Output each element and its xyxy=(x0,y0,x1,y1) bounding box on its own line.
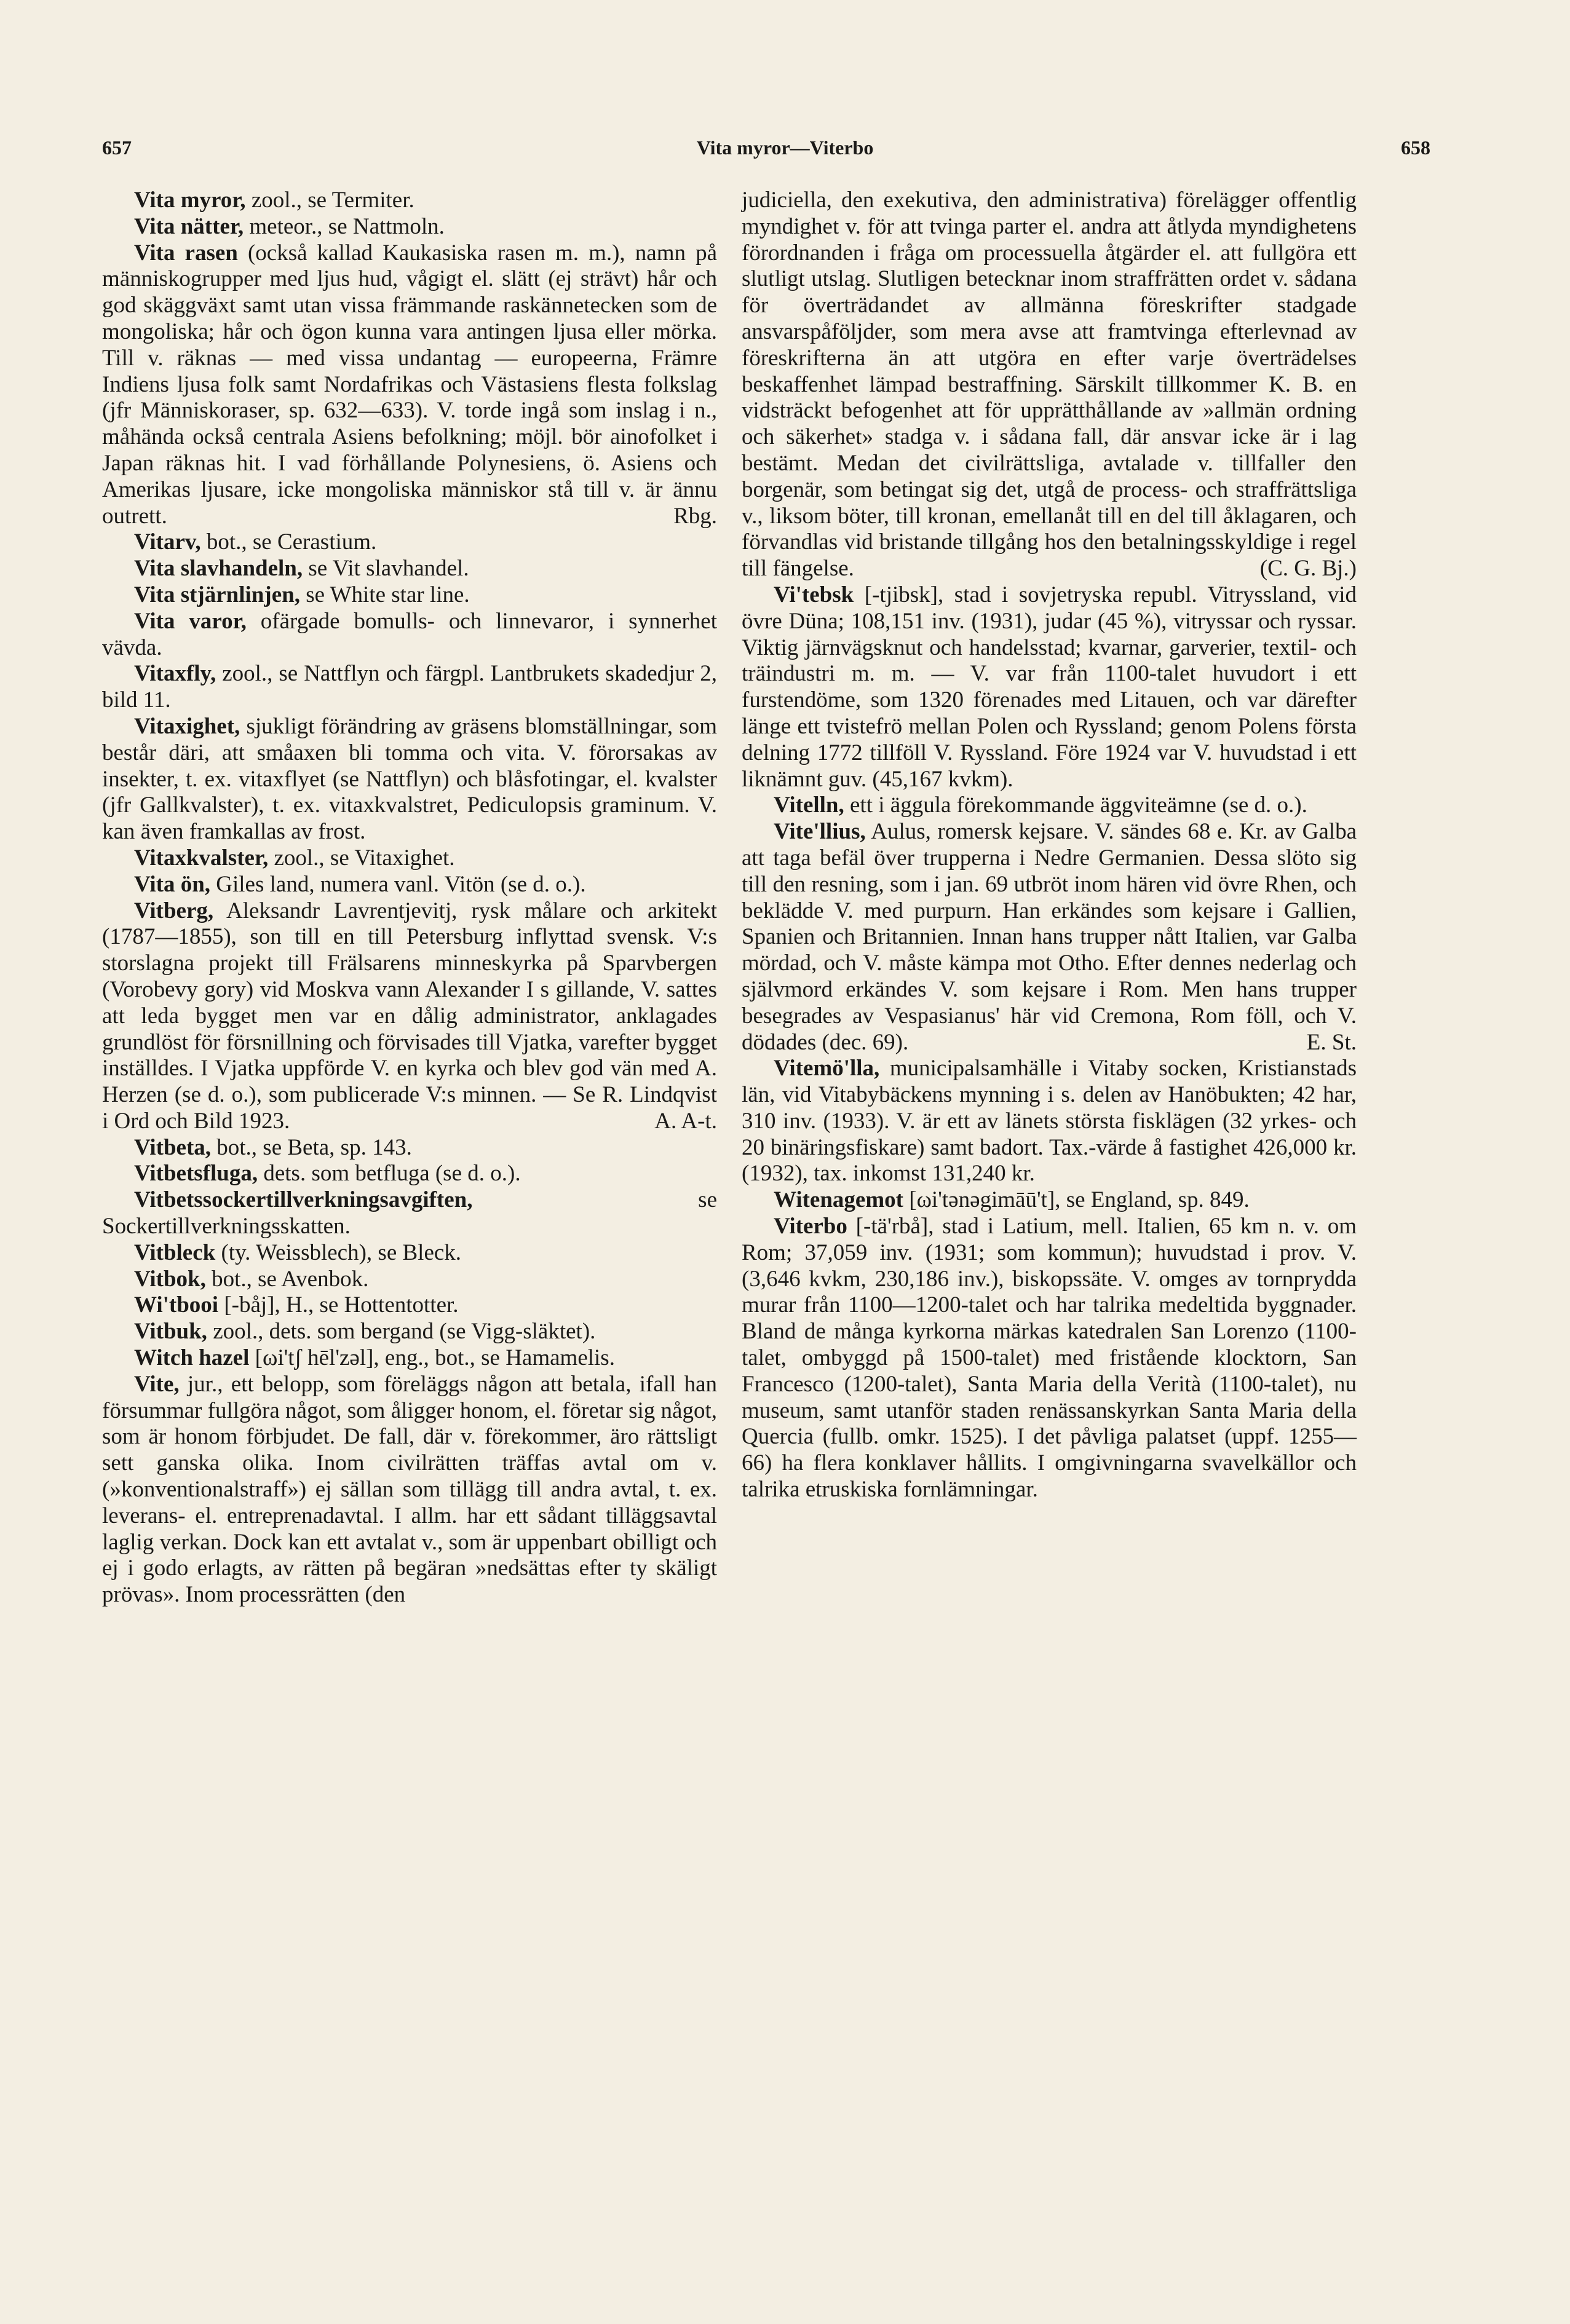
dictionary-entry xyxy=(102,1267,717,1293)
dictionary-entry xyxy=(102,1319,717,1345)
entry-text: [-tä'rbå], stad i Latium, mell. Italien, 65 km n. v. om Rom; 37,059 inv. (1931; som kommun); huvudstad i prov. V. (3,646 kvkm, 230,186 inv.), biskopssäte. V. omges av tornprydda murar från 1100—1200-talet och har talrika medeltida byggnader. Bland de många kyrkorna märkas katedralen San Lorenzo (1100-talet, ombyggd på 1500-talet) med fristående klocktorn, San Francesco (1200-talet), Santa Maria della Verità (1100-talet), nu museum, samt utanför staden renässanskyrkan Santa Maria della Quercia (fullb. omkr. 1525). I det påvliga palatset (uppf. 1255—66) ha flera konklaver hållits. I omgivningarna svavelkällor och talrika etruskiska fornlämningar. xyxy=(742,1214,1357,1503)
entry-text: municipalsamhälle i Vitaby socken, Kristianstads län, vid Vitabybäckens mynning i s. delen av Hanöbukten; 42 har, 310 inv. (1933). V. är ett av länets största fisklägen (32 yrkes- och 20 binäringsfiskare) samt badort. Tax.-värde å fastighet 426,000 kr. (1932), tax. inkomst 131,240 kr. xyxy=(742,1056,1357,1187)
entry-text: zool., dets. som bergand (se Vigg-släktet). xyxy=(207,1319,596,1345)
entry-text: sjukligt förändring av gräsens blomställningar, som består däri, att småaxen bli tomma och vita. V. förorsakas av insekter, t. ex. vitaxflyet (se Nattflyn) och blåsfotingar, el. kvalster (jfr Gallkvalster), t. ex. vitaxkvalstret, Pediculopsis graminum. V. kan även framkallas av frost. xyxy=(102,713,717,845)
entry-headword: Vitbok, xyxy=(134,1266,206,1292)
dictionary-entry xyxy=(102,1187,717,1240)
entry-text: [ωi'tʃ hēl'zəl], eng., bot., se Hamamelis. xyxy=(249,1345,615,1371)
dictionary-entry xyxy=(102,240,717,530)
entry-text: bot., se Cerastium. xyxy=(200,529,377,555)
entry-text: Aulus, romersk kejsare. V. sändes 68 e. Kr. av Galba att taga befäl över trupperna i Nedre Germanien. Dessa slöto sig till den resning, som i jan. 69 utbröt inom hären vid övre Rhen, och beklädde V. med purpurn. Han erkändes som kejsare i Gallien, Spanien och Britannien. Innan hans trupper nått Italien, var Galba mördad, och V. måste kämpa mot Otho. Efter dennes nederlag och självmord erkändes V. som kejsare i Rom. Men hans trupper besegrades av Vespasianus' här vid Cremona, Rom föll, och V. dödades (dec. 69). xyxy=(742,819,1357,1055)
dictionary-entry xyxy=(742,582,1357,792)
entry-headword: Vitelln, xyxy=(774,792,844,818)
entry-text: se White star line. xyxy=(299,582,470,607)
entry-text: jur., ett belopp, som föreläggs någon att betala, ifall han försummar fullgöra något, som åligger honom, el. företar sig något, som är honom förbjudet. De fall, där v. förekommer, äro rättsligt sett ganska olika. Inom civilrätten träffas avtal om v. (»konventionalstraff») ej sällan som tillägg till andra avtal, t. ex. leverans- el. entreprenadavtal. I allm. har ett sådant tilläggsavtal laglig verkan. Dock kan ett avtalat v., som är uppenbart obilligt och ej i godo erlagts, av rätten på begäran »nedsättas efter ty skäligt prövas». Inom processrätten (den xyxy=(102,1371,717,1608)
dictionary-entry xyxy=(102,1292,717,1319)
dictionary-entry xyxy=(742,1187,1357,1214)
entry-headword: Vitaxfly, xyxy=(134,661,216,687)
author-signature: A. A-t. xyxy=(654,1108,717,1134)
entry-headword: Vita myror, xyxy=(134,188,246,213)
dictionary-entry xyxy=(102,214,717,240)
entry-text: ett i äggula förekommande äggviteämne (se d. o.). xyxy=(844,792,1307,818)
dictionary-entry xyxy=(102,845,717,872)
entry-text: se Sockertillverkningsskatten. xyxy=(102,1187,717,1239)
entry-headword: Vitaxighet, xyxy=(134,713,240,739)
entry-text: [-båj], H., se Hottentotter. xyxy=(218,1292,459,1318)
dictionary-entry xyxy=(102,661,717,714)
dictionary-entry xyxy=(102,582,717,609)
entry-text: se Vit slavhandel. xyxy=(303,556,469,582)
entry-headword: Vita nätter, xyxy=(134,213,244,239)
entry-text: bot., se Beta, sp. 143. xyxy=(211,1134,412,1160)
entry-text: ofärgade bomulls- och linnevaror, i synnerhet vävda. xyxy=(102,608,717,660)
entry-headword: Vitbeta, xyxy=(134,1134,212,1160)
entry-text: zool., se Nattflyn och färgpl. Lantbrukets skadedjur 2, bild 11. xyxy=(102,661,717,713)
entry-text: (ty. Weissblech), se Bleck. xyxy=(215,1239,462,1265)
page-header xyxy=(0,136,1570,173)
entry-text: dets. som betfluga (se d. o.). xyxy=(258,1161,521,1187)
entry-headword: Vitbuk, xyxy=(134,1319,207,1345)
entry-headword: Vitemö'lla, xyxy=(774,1056,880,1081)
entry-text: Aleksandr Lavrentjevitj, rysk målare och arkitekt (1787—1855), son till en till Petersburg inflyttad svensk. V:s storslagna projekt till Frälsarens minneskyrka på Sparvbergen (Vorobevy gory) vid Moskva vann Alexander I s gillande, V. sattes att leda bygget men var en dålig administrator, anklagades grundlöst för försnillning och förvisades till Vjatka, varefter bygget inställdes. I Vjatka uppförde V. en kyrka och blev god vän med A. Herzen (se d. o.), som publicerade V:s minnen. — Se R. Lindqvist i Ord och Bild 1923. xyxy=(102,898,717,1134)
dictionary-entry xyxy=(102,1372,717,1608)
dictionary-entry xyxy=(102,556,717,582)
right-column xyxy=(742,188,1357,1503)
dictionary-entry xyxy=(102,1161,717,1187)
dictionary-entry xyxy=(742,188,1357,582)
entry-headword: Vitbleck xyxy=(134,1239,216,1265)
entry-text: zool., se Vitaxighet. xyxy=(268,845,455,871)
dictionary-entry xyxy=(742,1214,1357,1503)
entry-text: (också kallad Kaukasiska rasen m. m.), namn på människogrupper med ljus hud, vågigt el. slätt (ej strävt) hår och god skäggväxt samt utan vissa främmande raskännetecken som de mongoliska; hår och ögon kunna vara antingen ljusa eller mörka. Till v. räknas — med vissa undantag — europeerna, Främre Indiens ljusa folk samt Nordafrikas och Västasiens flesta folkslag (jfr Människoraser, sp. 632—633). V. torde ingå som inslag i n., måhända också centrala Asiens befolkning; möjl. bör ainofolket i Japan räknas hit. I vad förhållande Polynesiens, ö. Asiens och Amerikas ljusare, icke mongoliska människor stå till v. är ännu outrett. xyxy=(102,240,717,529)
entry-headword: Wi'tbooi xyxy=(134,1292,219,1318)
entry-headword: Vitberg, xyxy=(134,898,214,923)
dictionary-entry xyxy=(102,1240,717,1267)
page-number-right: 658 xyxy=(1401,136,1430,159)
entry-headword: Vita varor, xyxy=(134,608,247,634)
entry-text: Giles land, numera vanl. Vitön (se d. o.). xyxy=(210,871,586,897)
entry-headword: Vita stjärnlinjen, xyxy=(134,582,300,607)
entry-headword: Witch hazel xyxy=(134,1345,250,1371)
entry-headword: Vita ön, xyxy=(134,871,211,897)
dictionary-entry xyxy=(102,898,717,1135)
entry-headword: Vita slavhandeln, xyxy=(134,556,303,582)
author-signature: (C. G. Bj.) xyxy=(1259,556,1357,582)
entry-headword: Viterbo xyxy=(774,1214,847,1239)
dictionary-entry xyxy=(102,714,717,845)
entry-headword: Vita rasen xyxy=(134,240,238,266)
dictionary-entry xyxy=(742,819,1357,1056)
author-signature: Rbg. xyxy=(673,503,717,529)
entry-headword: Witenagemot xyxy=(774,1187,903,1213)
dictionary-entry xyxy=(742,792,1357,819)
page-number-left: 657 xyxy=(102,136,132,159)
dictionary-entry xyxy=(102,1135,717,1161)
entry-headword: Vitbetssockertillverkningsavgiften, xyxy=(134,1187,473,1213)
dictionary-entry xyxy=(102,609,717,662)
dictionary-entry xyxy=(102,529,717,556)
entry-text: zool., se Termiter. xyxy=(245,188,414,213)
entry-headword: Vite'llius, xyxy=(774,819,866,845)
entry-text: meteor., se Nattmoln. xyxy=(244,213,445,239)
dictionary-entry xyxy=(102,1345,717,1372)
left-column xyxy=(102,188,717,1608)
entry-headword: Vi'tebsk xyxy=(774,582,854,607)
entry-text: bot., se Avenbok. xyxy=(205,1266,369,1292)
entry-headword: Vitbetsfluga, xyxy=(134,1161,258,1187)
dictionary-entry xyxy=(102,188,717,214)
author-signature: E. St. xyxy=(1306,1029,1357,1055)
entry-text: [-tjibsk], stad i sovjetryska republ. Vitryssland, vid övre Düna; 108,151 inv. (1931), judar (45 %), vitryssar och ryssar. Viktig järnvägsknut och handelsstad; kvarnar, garverier, textil- och träindustri m. m. — V. var från 1100-talet huvudort i ett furstendöme, som 1320 förenades med Litauen, och var därefter länge ett tvistefrö mellan Polen och Ryssland; genom Polens första delning 1772 tillföll V. Ryssland. Före 1924 var V. huvudstad i ett liknämnt guv. (45,167 kvkm). xyxy=(742,582,1357,792)
dictionary-entry xyxy=(742,1056,1357,1187)
entry-text: [ωi'tənəgimāū't], se England, sp. 849. xyxy=(903,1187,1250,1213)
entry-headword: Vite, xyxy=(134,1371,180,1397)
dictionary-entry xyxy=(102,872,717,898)
entry-text: judiciella, den exekutiva, den administrativa) förelägger offentlig myndighet v. för att tvinga parter el. andra att åtlyda myndighetens förordnanden i fråga om processuella åtgärder el. att fullgöra ett slutligt utslag. Slutligen betecknar inom straffrätten ordet v. sådana för överträdandet av allmänna föreskrifter stadgade ansvarspåföljder, som mera avse att framtvinga efterlevnad av föreskrifterna än att utgöra en efter varje överträdelses beskaffenhet lämpad bestraffning. Särskilt tillkommer K. B. en vidsträckt befogenhet att för upprätthållande av »allmän ordning och säkerhet» stadga v. i sådana fall, där ansvar icke är i lag bestämt. Medan det civilrättsliga, avtalade v. tillfaller den borgenär, som betingat sig det, utgå de process- och straffrättsliga v., liksom böter, till kronan, emellanåt till en del till åklagaren, och förvandlas vid bristande tillgång hos den betalningsskyldige i regel till fängelse. xyxy=(742,188,1357,582)
entry-headword: Vitarv, xyxy=(134,529,201,555)
entry-headword: Vitaxkvalster, xyxy=(134,845,269,871)
running-title: Vita myror—Viterbo xyxy=(696,136,874,159)
